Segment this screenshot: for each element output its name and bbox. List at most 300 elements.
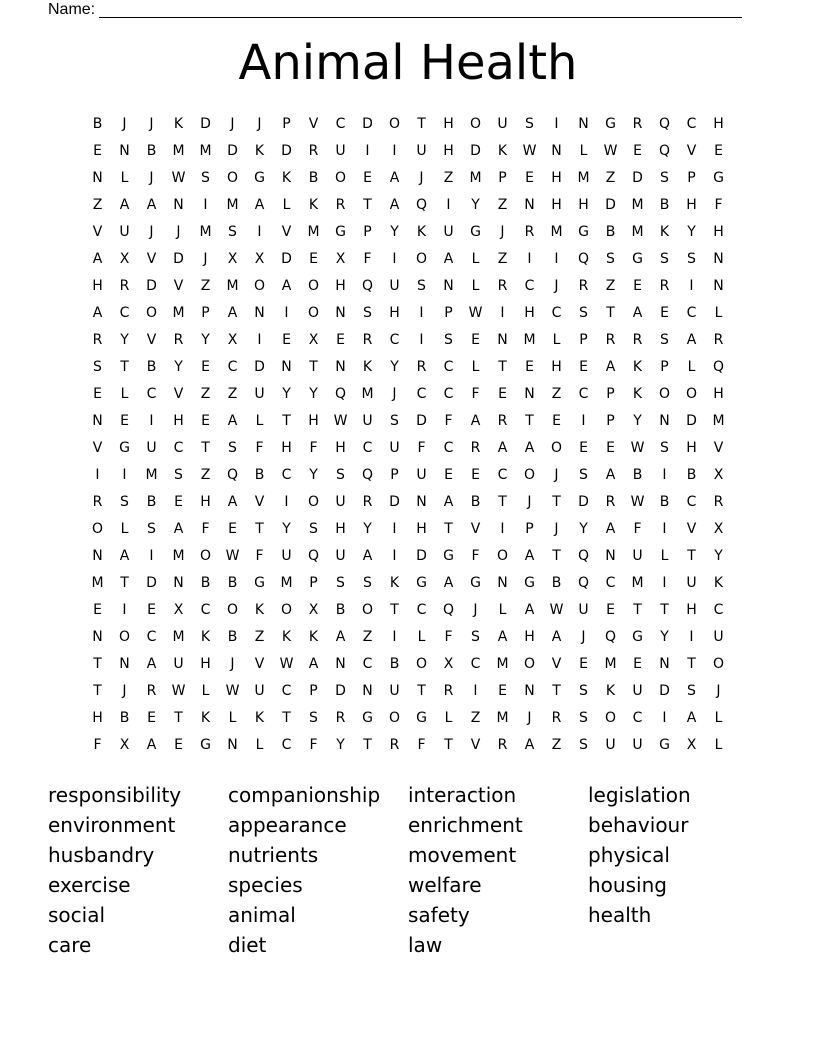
grid-letter: T <box>498 359 507 375</box>
grid-letter: K <box>362 359 373 375</box>
grid-letter: Q <box>658 143 671 159</box>
grid-letter: P <box>363 224 372 240</box>
grid-letter: A <box>173 521 184 537</box>
grid-letter: K <box>389 575 400 591</box>
grid-letter: P <box>606 386 615 402</box>
grid-letter: W <box>603 143 618 159</box>
word-list-item: social <box>48 903 106 927</box>
grid-letter: G <box>119 440 130 456</box>
grid-letter: A <box>92 251 103 267</box>
word-column <box>228 780 408 960</box>
grid-letter: A <box>92 305 103 321</box>
grid-letter: K <box>605 683 616 699</box>
grid-letter: O <box>307 494 320 510</box>
grid-letter: I <box>419 305 424 321</box>
grid-letter: R <box>551 710 562 726</box>
grid-letter: N <box>173 197 184 213</box>
grid-letter: V <box>470 521 481 537</box>
grid-letter: B <box>119 710 130 726</box>
grid-letter: I <box>662 710 667 726</box>
grid-letter: L <box>228 710 237 726</box>
grid-letter: A <box>254 197 265 213</box>
grid-letter: A <box>227 494 238 510</box>
grid-letter: J <box>149 170 154 186</box>
grid-letter: R <box>524 224 535 240</box>
grid-letter: O <box>118 629 131 645</box>
grid-letter: P <box>498 170 507 186</box>
grid-letter: R <box>416 359 427 375</box>
grid-letter: M <box>226 197 239 213</box>
grid-letter: M <box>712 413 725 429</box>
grid-letter: I <box>446 197 451 213</box>
grid-letter: C <box>524 278 535 294</box>
grid-letter: A <box>524 440 535 456</box>
grid-letter: X <box>713 467 724 483</box>
grid-letter: X <box>254 251 265 267</box>
grid-letter: I <box>662 521 667 537</box>
grid-letter: I <box>500 521 505 537</box>
grid-letter: O <box>604 710 617 726</box>
grid-letter: C <box>281 737 292 753</box>
grid-letter: E <box>444 467 453 483</box>
word-list-item: housing <box>588 873 667 897</box>
grid-letter: A <box>281 278 292 294</box>
grid-letter: D <box>281 143 292 159</box>
grid-letter: Y <box>633 413 642 429</box>
grid-letter: H <box>308 413 319 429</box>
grid-letter: M <box>172 629 185 645</box>
grid-letter: X <box>308 332 319 348</box>
grid-letter: B <box>389 656 400 672</box>
grid-letter: I <box>149 548 154 564</box>
grid-row <box>84 543 732 570</box>
grid-letter: A <box>605 359 616 375</box>
grid-letter: J <box>122 116 127 132</box>
grid-letter: C <box>362 656 373 672</box>
grid-letter: S <box>579 683 588 699</box>
grid-letter: M <box>199 143 212 159</box>
grid-letter: T <box>444 521 453 537</box>
grid-letter: H <box>551 170 562 186</box>
grid-letter: I <box>392 251 397 267</box>
grid-letter: S <box>390 413 399 429</box>
grid-row <box>84 111 732 138</box>
grid-letter: C <box>551 305 562 321</box>
grid-letter: V <box>686 521 697 537</box>
grid-letter: N <box>578 116 589 132</box>
grid-letter: O <box>253 278 266 294</box>
grid-letter: E <box>498 683 507 699</box>
grid-letter: A <box>686 710 697 726</box>
grid-letter: I <box>662 467 667 483</box>
grid-letter: J <box>716 683 721 699</box>
grid-row <box>84 192 732 219</box>
grid-letter: Y <box>471 197 480 213</box>
grid-letter: S <box>336 467 345 483</box>
grid-letter: T <box>552 494 561 510</box>
grid-letter: Q <box>361 278 374 294</box>
grid-letter: D <box>200 116 211 132</box>
grid-letter: U <box>335 494 346 510</box>
grid-letter: Q <box>307 548 320 564</box>
grid-letter: Q <box>415 197 428 213</box>
grid-letter: S <box>471 629 480 645</box>
grid-letter: O <box>685 386 698 402</box>
grid-letter: Y <box>120 332 129 348</box>
grid-letter: L <box>120 170 129 186</box>
word-list-item: physical <box>588 843 670 867</box>
grid-letter: R <box>173 332 184 348</box>
grid-letter: K <box>254 602 265 618</box>
grid-letter: B <box>227 629 238 645</box>
grid-letter: J <box>230 116 235 132</box>
grid-row <box>84 219 732 246</box>
grid-letter: U <box>254 683 265 699</box>
grid-letter: U <box>443 224 454 240</box>
grid-letter: L <box>498 602 507 618</box>
grid-letter: F <box>444 629 453 645</box>
grid-letter: F <box>309 440 318 456</box>
grid-letter: J <box>554 278 559 294</box>
grid-letter: E <box>714 143 723 159</box>
grid-letter: I <box>500 305 505 321</box>
grid-letter: H <box>281 440 292 456</box>
grid-letter: V <box>173 278 184 294</box>
grid-letter: G <box>632 251 643 267</box>
grid-letter: M <box>172 143 185 159</box>
grid-letter: H <box>173 413 184 429</box>
grid-letter: N <box>173 575 184 591</box>
grid-letter: X <box>443 656 454 672</box>
grid-letter: Y <box>309 386 318 402</box>
grid-letter: W <box>630 440 645 456</box>
grid-letter: K <box>308 629 319 645</box>
grid-letter: I <box>392 548 397 564</box>
grid-letter: O <box>226 170 239 186</box>
grid-row <box>84 327 732 354</box>
grid-letter: N <box>281 359 292 375</box>
grid-letter: E <box>201 359 210 375</box>
grid-letter: N <box>659 413 670 429</box>
grid-letter: K <box>713 575 724 591</box>
grid-letter: M <box>172 305 185 321</box>
grid-letter: J <box>176 224 181 240</box>
grid-letter: N <box>362 683 373 699</box>
grid-letter: T <box>282 413 291 429</box>
grid-letter: C <box>686 494 697 510</box>
grid-letter: I <box>581 413 586 429</box>
grid-letter: M <box>280 575 293 591</box>
grid-letter: T <box>525 413 534 429</box>
grid-letter: L <box>687 359 696 375</box>
grid-letter: C <box>686 305 697 321</box>
grid-letter: H <box>200 494 211 510</box>
grid-letter: F <box>255 548 264 564</box>
grid-letter: T <box>93 683 102 699</box>
grid-row <box>84 381 732 408</box>
grid-letter: E <box>228 521 237 537</box>
grid-letter: O <box>307 278 320 294</box>
grid-letter: E <box>579 440 588 456</box>
grid-letter: Y <box>687 224 696 240</box>
grid-letter: R <box>497 413 508 429</box>
grid-letter: C <box>119 305 130 321</box>
grid-letter: P <box>606 413 615 429</box>
grid-letter: L <box>714 305 723 321</box>
grid-letter: X <box>335 251 346 267</box>
grid-letter: Y <box>282 521 291 537</box>
grid-letter: M <box>361 386 374 402</box>
grid-letter: H <box>713 224 724 240</box>
grid-letter: M <box>307 224 320 240</box>
grid-letter: Z <box>551 386 562 402</box>
grid-letter: J <box>554 521 559 537</box>
grid-letter: R <box>443 683 454 699</box>
grid-letter: U <box>686 575 697 591</box>
grid-letter: A <box>389 170 400 186</box>
grid-letter: E <box>579 359 588 375</box>
grid-letter: H <box>551 359 562 375</box>
grid-letter: R <box>713 494 724 510</box>
name-label: Name: <box>48 1 96 18</box>
grid-letter: S <box>147 521 156 537</box>
grid-letter: M <box>523 332 536 348</box>
grid-letter: E <box>525 359 534 375</box>
grid-letter: E <box>363 170 372 186</box>
grid-letter: D <box>416 548 427 564</box>
grid-row <box>84 651 732 678</box>
grid-letter: H <box>416 521 427 537</box>
grid-letter: Y <box>201 332 210 348</box>
grid-letter: Q <box>226 467 239 483</box>
grid-letter: E <box>282 332 291 348</box>
word-list-item: interaction <box>408 783 517 807</box>
grid-letter: E <box>525 170 534 186</box>
grid-letter: D <box>686 413 697 429</box>
grid-letter: I <box>662 575 667 591</box>
grid-letter: F <box>363 251 372 267</box>
grid-letter: S <box>174 467 183 483</box>
grid-letter: N <box>551 143 562 159</box>
grid-letter: P <box>309 575 318 591</box>
grid-letter: A <box>362 548 373 564</box>
grid-letter: S <box>228 224 237 240</box>
grid-letter: F <box>471 548 480 564</box>
grid-letter: G <box>362 710 373 726</box>
grid-letter: L <box>417 629 426 645</box>
grid-letter: L <box>660 548 669 564</box>
word-list-item: health <box>588 903 652 927</box>
grid-letter: B <box>632 467 643 483</box>
word-column <box>408 780 588 960</box>
grid-letter: R <box>146 683 157 699</box>
grid-letter: E <box>147 602 156 618</box>
grid-letter: F <box>309 737 318 753</box>
grid-letter: O <box>145 305 158 321</box>
grid-letter: V <box>308 116 319 132</box>
grid-letter: K <box>200 629 211 645</box>
grid-letter: S <box>120 494 129 510</box>
grid-row <box>84 273 732 300</box>
grid-letter: S <box>660 251 669 267</box>
grid-letter: I <box>284 494 289 510</box>
grid-letter: E <box>174 494 183 510</box>
grid-letter: D <box>227 143 238 159</box>
grid-letter: Y <box>336 737 345 753</box>
grid-letter: X <box>713 521 724 537</box>
grid-letter: M <box>577 170 590 186</box>
grid-letter: N <box>335 305 346 321</box>
grid-letter: B <box>146 494 157 510</box>
grid-letter: S <box>417 278 426 294</box>
grid-letter: Y <box>390 359 399 375</box>
grid-letter: H <box>92 710 103 726</box>
grid-letter: H <box>92 278 103 294</box>
grid-letter: V <box>92 224 103 240</box>
grid-letter: S <box>687 251 696 267</box>
grid-letter: C <box>713 602 724 618</box>
grid-letter: N <box>416 494 427 510</box>
grid-letter: Z <box>200 467 211 483</box>
grid-letter: X <box>119 251 130 267</box>
grid-letter: R <box>362 494 373 510</box>
grid-letter: O <box>91 521 104 537</box>
grid-letter: S <box>444 332 453 348</box>
grid-letter: R <box>713 332 724 348</box>
grid-letter: I <box>257 224 262 240</box>
grid-letter: U <box>254 386 265 402</box>
grid-letter: Q <box>334 386 347 402</box>
grid-letter: B <box>254 467 265 483</box>
grid-letter: A <box>119 197 130 213</box>
grid-letter: B <box>146 143 157 159</box>
grid-letter: R <box>308 143 319 159</box>
grid-letter: W <box>225 683 240 699</box>
word-list-item: responsibility <box>48 783 182 807</box>
grid-letter: Q <box>577 575 590 591</box>
grid-letter: M <box>496 710 509 726</box>
grid-letter: I <box>257 332 262 348</box>
grid-letter: L <box>552 332 561 348</box>
grid-letter: T <box>282 710 291 726</box>
grid-letter: K <box>416 224 427 240</box>
grid-letter: U <box>119 224 130 240</box>
grid-letter: Y <box>309 467 318 483</box>
grid-letter: Y <box>714 548 723 564</box>
grid-letter: T <box>363 737 372 753</box>
word-list-item: appearance <box>228 813 347 837</box>
grid-letter: T <box>120 575 129 591</box>
grid-letter: N <box>335 656 346 672</box>
grid-letter: S <box>525 116 534 132</box>
grid-letter: C <box>416 386 427 402</box>
grid-letter: E <box>498 386 507 402</box>
grid-letter: R <box>119 278 130 294</box>
grid-letter: C <box>362 440 373 456</box>
grid-letter: L <box>201 683 210 699</box>
grid-letter: R <box>605 494 616 510</box>
grid-row <box>84 705 732 732</box>
grid-letter: W <box>225 548 240 564</box>
grid-letter: X <box>119 737 130 753</box>
grid-letter: J <box>527 710 532 726</box>
grid-letter: C <box>578 386 589 402</box>
grid-letter: D <box>362 116 373 132</box>
grid-letter: D <box>470 143 481 159</box>
grid-letter: K <box>632 386 643 402</box>
grid-letter: G <box>659 737 670 753</box>
grid-letter: D <box>254 359 265 375</box>
grid-letter: G <box>416 575 427 591</box>
grid-letter: J <box>257 116 262 132</box>
grid-letter: J <box>230 656 235 672</box>
grid-letter: I <box>392 521 397 537</box>
grid-letter: S <box>606 251 615 267</box>
word-list-item: care <box>48 933 92 957</box>
grid-letter: S <box>363 305 372 321</box>
grid-letter: Q <box>361 467 374 483</box>
grid-letter: C <box>470 656 481 672</box>
grid-letter: O <box>523 656 536 672</box>
grid-row <box>84 732 732 759</box>
grid-letter: E <box>93 143 102 159</box>
grid-letter: J <box>149 116 154 132</box>
grid-letter: G <box>470 575 481 591</box>
grid-letter: C <box>632 710 643 726</box>
grid-letter: J <box>581 629 586 645</box>
grid-letter: A <box>470 413 481 429</box>
grid-letter: J <box>419 170 424 186</box>
grid-letter: L <box>714 710 723 726</box>
word-list-item: diet <box>228 933 267 957</box>
name-field <box>48 0 742 18</box>
grid-letter: N <box>92 170 103 186</box>
grid-letter: Z <box>470 710 481 726</box>
word-list-item: species <box>228 873 303 897</box>
grid-letter: C <box>443 386 454 402</box>
grid-letter: H <box>389 305 400 321</box>
grid-letter: O <box>388 116 401 132</box>
grid-letter: T <box>363 197 372 213</box>
grid-letter: S <box>363 575 372 591</box>
grid-letter: L <box>579 143 588 159</box>
grid-letter: W <box>333 413 348 429</box>
grid-letter: A <box>632 305 643 321</box>
grid-letter: H <box>524 305 535 321</box>
grid-letter: E <box>336 332 345 348</box>
grid-letter: I <box>554 116 559 132</box>
grid-letter: D <box>416 413 427 429</box>
grid-letter: M <box>631 224 644 240</box>
grid-letter: A <box>227 305 238 321</box>
grid-letter: O <box>523 467 536 483</box>
grid-letter: N <box>443 278 454 294</box>
grid-letter: T <box>120 359 129 375</box>
grid-letter: K <box>281 170 292 186</box>
grid-letter: U <box>713 629 724 645</box>
grid-row <box>84 300 732 327</box>
grid-letter: O <box>415 251 428 267</box>
grid-letter: W <box>549 602 564 618</box>
grid-letter: Y <box>174 359 183 375</box>
grid-letter: V <box>686 143 697 159</box>
grid-letter: R <box>497 278 508 294</box>
grid-letter: Y <box>579 521 588 537</box>
grid-letter: B <box>551 575 562 591</box>
grid-letter: J <box>500 224 505 240</box>
grid-letter: K <box>632 359 643 375</box>
word-list-item: exercise <box>48 873 131 897</box>
